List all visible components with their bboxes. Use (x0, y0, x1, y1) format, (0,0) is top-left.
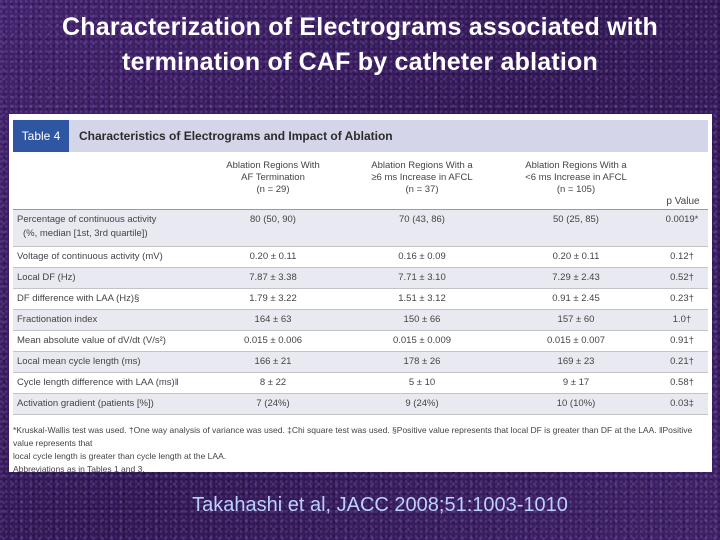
cell-af-termination: 1.79 ± 3.22 (249, 293, 297, 304)
cell-increase-under-6ms: 10 (10%) (556, 398, 596, 409)
row-label: DF difference with LAA (Hz)§ (17, 293, 140, 304)
citation: Takahashi et al, JACC 2008;51:1003-1010 (192, 494, 568, 516)
row-label: Activation gradient (patients [%]) (17, 398, 154, 409)
cell-increase-under-6ms: 9 ± 17 (562, 377, 590, 388)
cell-af-termination: 7.87 ± 3.38 (249, 272, 297, 283)
table-header-bar (13, 120, 708, 152)
slide-title (0, 10, 720, 80)
cell-increase-6ms-plus: 150 ± 66 (403, 314, 441, 325)
cell-increase-6ms-plus: 9 (24%) (405, 398, 439, 409)
cell-increase-under-6ms: 0.91 ± 2.45 (552, 293, 600, 304)
cell-p-value: 1.0† (672, 314, 692, 325)
column-header-line: Ablation Regions With a (371, 160, 473, 171)
cell-p-value: 0.12† (670, 251, 694, 262)
table-row (13, 268, 708, 289)
cell-increase-under-6ms: 169 ± 23 (557, 356, 595, 367)
row-label: Cycle length difference with LAA (ms)‖ (17, 377, 179, 388)
cell-af-termination: 0.20 ± 0.11 (249, 251, 297, 262)
table-row (13, 210, 708, 247)
cell-af-termination: 164 ± 63 (254, 314, 292, 325)
cell-increase-6ms-plus: 0.015 ± 0.009 (392, 335, 452, 346)
column-header-line: <6 ms Increase in AFCL (525, 172, 627, 183)
cell-p-value: 0.91† (670, 335, 694, 346)
cell-increase-6ms-plus: 7.71 ± 3.10 (398, 272, 446, 283)
slide-title-line-2: termination of CAF by catheter ablation (122, 48, 598, 76)
column-header-line: (n = 29) (256, 184, 290, 195)
row-label: Local mean cycle length (ms) (17, 356, 141, 367)
table-row (13, 373, 708, 394)
cell-af-termination: 0.015 ± 0.006 (243, 335, 303, 346)
row-sublabel: (%, median [1st, 3rd quartile]) (23, 228, 148, 239)
cell-increase-under-6ms: 0.015 ± 0.007 (546, 335, 606, 346)
column-header-increase-6ms-plus (357, 160, 487, 196)
cell-increase-under-6ms: 0.20 ± 0.11 (552, 251, 600, 262)
column-header-line: ≥6 ms Increase in AFCL (371, 172, 473, 183)
cell-increase-6ms-plus: 70 (43, 86) (399, 214, 445, 225)
column-header-line: (n = 37) (405, 184, 439, 195)
table-badge: Table 4 (13, 120, 69, 152)
cell-increase-under-6ms: 157 ± 60 (557, 314, 595, 325)
table-image (9, 114, 712, 472)
cell-af-termination: 80 (50, 90) (250, 214, 296, 225)
cell-increase-under-6ms: 50 (25, 85) (553, 214, 599, 225)
column-header-line: Ablation Regions With a (525, 160, 627, 171)
row-label: Voltage of continuous activity (mV) (17, 251, 163, 262)
cell-af-termination: 8 ± 22 (259, 377, 287, 388)
footnote-line: *Kruskal-Wallis test was used. †One way analysis of variance was used. ‡Chi square test was used. §Positive value represents that local DF is greater than DF at the LAA. ‖Positive value represents that (13, 425, 693, 448)
cell-p-value: 0.58† (670, 377, 694, 388)
table-row (13, 394, 708, 415)
table-row (13, 331, 708, 352)
row-label: Local DF (Hz) (17, 272, 76, 283)
table-footnote (13, 424, 708, 476)
slide-title-line-1: Characterization of Electrograms associated with (62, 13, 658, 41)
cell-increase-6ms-plus: 178 ± 26 (403, 356, 441, 367)
cell-increase-6ms-plus: 0.16 ± 0.09 (398, 251, 446, 262)
row-label: Percentage of continuous activity (17, 214, 157, 225)
row-label: Fractionation index (17, 314, 98, 325)
column-header-line: Ablation Regions With (226, 160, 320, 171)
cell-increase-under-6ms: 7.29 ± 2.43 (552, 272, 600, 283)
table-caption: Characteristics of Electrograms and Impact of Ablation (79, 129, 393, 143)
cell-increase-6ms-plus: 1.51 ± 3.12 (398, 293, 446, 304)
column-header-line: (n = 105) (556, 184, 596, 195)
cell-p-value: 0.0019* (665, 214, 699, 225)
column-header-p-value: p Value (666, 196, 700, 207)
cell-af-termination: 7 (24%) (256, 398, 290, 409)
row-label: Mean absolute value of dV/dt (V/s²) (17, 335, 166, 346)
column-header-line: AF Termination (241, 172, 305, 183)
cell-increase-6ms-plus: 5 ± 10 (408, 377, 436, 388)
table-row (13, 352, 708, 373)
column-header-af-termination (213, 160, 333, 196)
cell-p-value: 0.21† (670, 356, 694, 367)
cell-p-value: 0.03‡ (670, 398, 694, 409)
cell-af-termination: 166 ± 21 (254, 356, 292, 367)
table-row (13, 247, 708, 268)
column-header-increase-under-6ms (511, 160, 641, 196)
table-row (13, 289, 708, 310)
table-row (13, 310, 708, 331)
footnote-line: Abbreviations as in Tables 1 and 3. (13, 464, 145, 474)
cell-p-value: 0.23† (670, 293, 694, 304)
cell-p-value: 0.52† (670, 272, 694, 283)
footnote-line: local cycle length is greater than cycle length at the LAA. (13, 451, 227, 461)
